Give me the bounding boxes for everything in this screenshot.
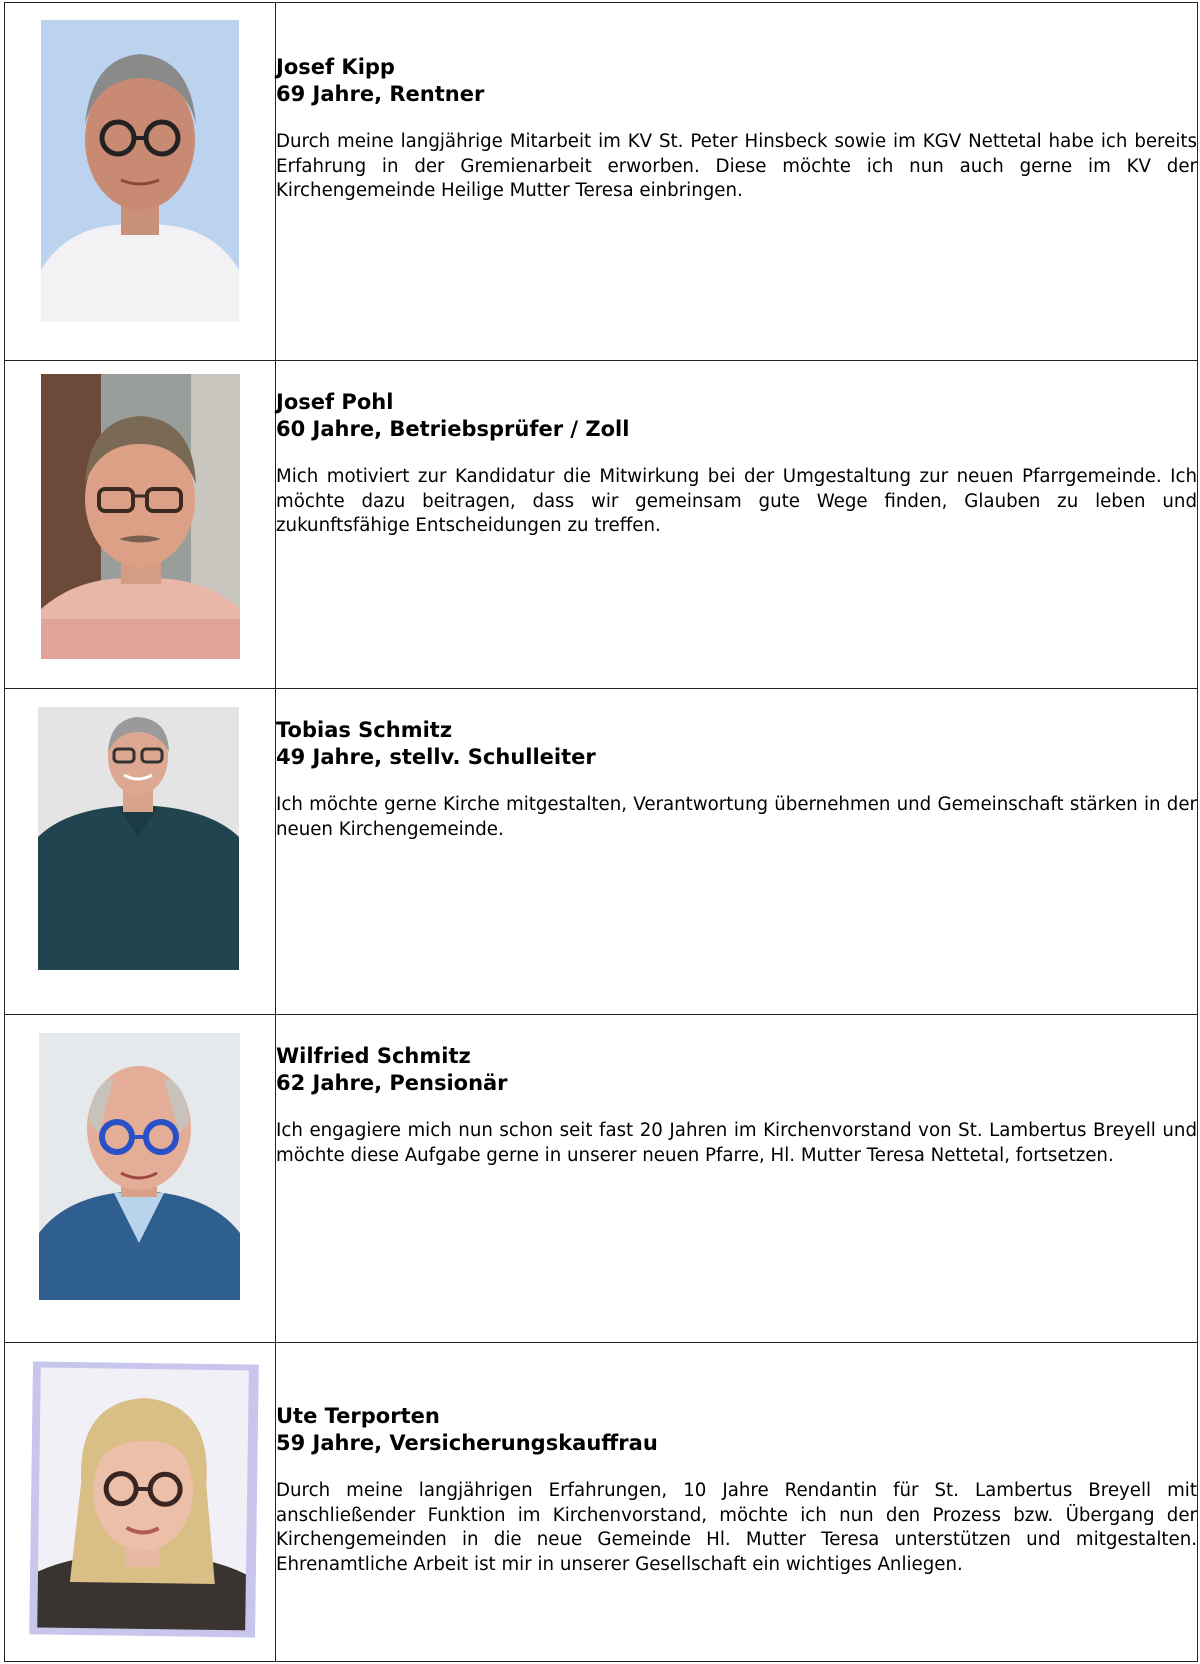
candidate-photo (41, 374, 240, 659)
candidate-name: Josef Pohl (276, 390, 394, 414)
candidate-role: 59 Jahre, Versicherungskauffrau (276, 1431, 658, 1455)
candidate-photo (41, 20, 239, 322)
candidate-photo (38, 707, 239, 970)
candidate-photo (29, 1361, 259, 1637)
photo-cell (5, 1015, 276, 1343)
candidates-table (4, 2, 1198, 1662)
candidate-bio: Ich engagiere mich nun schon seit fast 20 Jahren im Kirchenvorstand von St. Lambertus Breyell und möchte diese Aufgabe gerne in unserer neuen Pfarre, Hl. Mutter Teresa Nettetal, fortsetzen. (276, 1120, 1197, 1166)
candidate-name: Ute Terporten (276, 1404, 440, 1428)
candidate-name: Tobias Schmitz (276, 718, 453, 742)
candidate-role: 49 Jahre, stellv. Schulleiter (276, 745, 596, 769)
candidate-name: Wilfried Schmitz (276, 1044, 471, 1068)
candidate-role: 62 Jahre, Pensionär (276, 1071, 508, 1095)
candidate-row (5, 1015, 1198, 1343)
photo-cell (5, 689, 276, 1015)
candidate-bio: Durch meine langjährigen Erfahrungen, 10 Jahre Rendantin für St. Lambertus Breyell mit anschließender Funktion im Kirchenvorstand, möchte ich nun den Prozess bzw. Übergang der Kirchengemeinden in die neue Gemeinde Hl. Mutter Teresa unterstützen und mitgestalten. Ehrenamtliche Arbeit ist mir in unserer Gesellschaft ein wichtiges Anliegen. (276, 1480, 1197, 1575)
candidate-bio: Mich motiviert zur Kandidatur die Mitwirkung bei der Umgestaltung zur neuen Pfarrgemeinde. Ich möchte dazu beitragen, dass wir gemeinsam gute Wege finden, Glauben zu leben und zukunftsfähige Entscheidungen zu treffen. (276, 466, 1197, 536)
candidate-row (5, 3, 1198, 361)
candidate-row (5, 361, 1198, 689)
candidate-bio: Durch meine langjährige Mitarbeit im KV St. Peter Hinsbeck sowie im KGV Nettetal habe ich bereits Erfahrung in der Gremienarbeit erworben. Diese möchte ich nun auch gerne im KV der Kirchengemeinde Heilige Mutter Teresa einbringen. (276, 131, 1197, 201)
candidate-name: Josef Kipp (276, 55, 395, 79)
candidate-bio: Ich möchte gerne Kirche mitgestalten, Verantwortung übernehmen und Gemeinschaft stärken in der neuen Kirchengemeinde. (276, 794, 1197, 840)
candidate-role: 69 Jahre, Rentner (276, 82, 485, 106)
photo-cell (5, 1343, 276, 1662)
photo-cell (5, 3, 276, 361)
candidate-row (5, 689, 1198, 1015)
text-cell (276, 1343, 1198, 1662)
text-cell (276, 689, 1198, 1015)
candidate-role: 60 Jahre, Betriebsprüfer / Zoll (276, 417, 630, 441)
text-cell (276, 361, 1198, 689)
photo-cell (5, 361, 276, 689)
candidate-photo (39, 1033, 240, 1300)
text-cell (276, 3, 1198, 361)
candidate-row (5, 1343, 1198, 1662)
text-cell (276, 1015, 1198, 1343)
